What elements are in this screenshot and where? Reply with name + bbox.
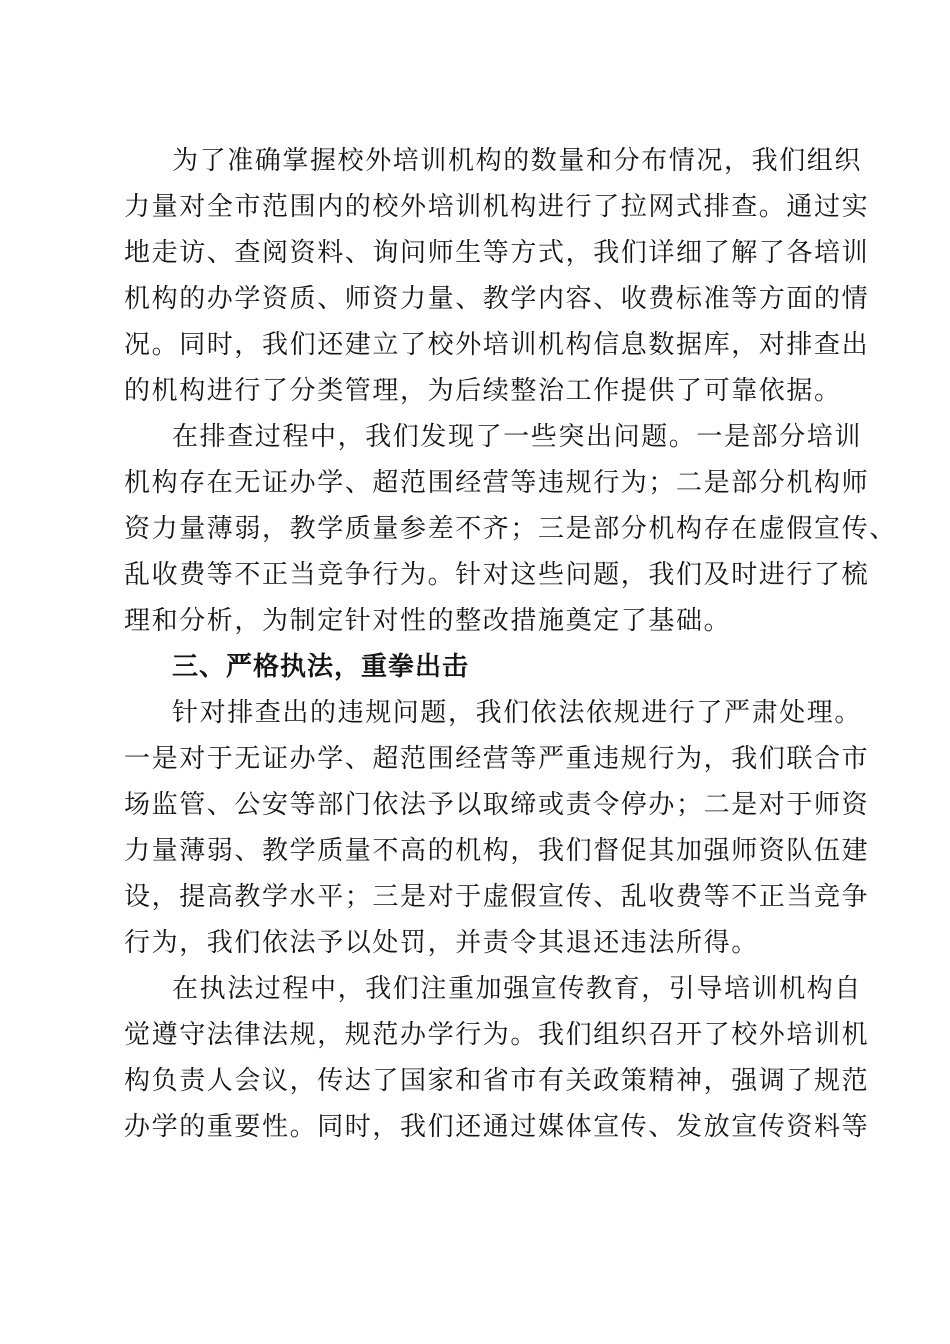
paragraph-2-line-2: 机构存在无证办学、超范围经营等违规行为；二是部分机构师 (124, 468, 870, 498)
paragraph-3-line-2: 一是对于无证办学、超范围经营等严重违规行为，我们联合市 (124, 744, 870, 774)
paragraph-4-line-4: 办学的重要性。同时，我们还通过媒体宣传、发放宣传资料等 (124, 1112, 870, 1142)
paragraph-3-line-3: 场监管、公安等部门依法予以取缔或责令停办；二是对于师资 (124, 790, 870, 820)
paragraph-2-line-4: 乱收费等不正当竞争行为。针对这些问题，我们及时进行了梳 (124, 560, 870, 590)
section-heading: 三、严格执法，重拳出击 (172, 652, 470, 682)
paragraph-4-line-1: 在执法过程中，我们注重加强宣传教育，引导培训机构自 (172, 974, 863, 1004)
paragraph-4-line-2: 觉遵守法律法规，规范办学行为。我们组织召开了校外培训机 (124, 1020, 870, 1050)
paragraph-1-line-5: 况。同时，我们还建立了校外培训机构信息数据库，对排查出 (124, 330, 870, 360)
paragraph-3-line-6: 行为，我们依法予以处罚，并责令其退还违法所得。 (124, 928, 759, 958)
paragraph-2-line-5: 理和分析，为制定针对性的整改措施奠定了基础。 (124, 606, 732, 636)
paragraph-1-line-3: 地走访、查阅资料、询问师生等方式，我们详细了解了各培训 (124, 238, 870, 268)
paragraph-1-line-2: 力量对全市范围内的校外培训机构进行了拉网式排查。通过实 (124, 192, 870, 222)
paragraph-3-line-4: 力量薄弱、教学质量不高的机构，我们督促其加强师资队伍建 (124, 836, 870, 866)
paragraph-1-line-6: 的机构进行了分类管理，为后续整治工作提供了可靠依据。 (124, 376, 842, 406)
paragraph-1-line-4: 机构的办学资质、师资力量、教学内容、收费标准等方面的情 (124, 284, 870, 314)
paragraph-4-line-3: 构负责人会议，传达了国家和省市有关政策精神，强调了规范 (124, 1066, 870, 1096)
paragraph-3-line-5: 设，提高教学水平；三是对于虚假宣传、乱收费等不正当竞争 (124, 882, 870, 912)
paragraph-2-line-1: 在排查过程中，我们发现了一些突出问题。一是部分培训 (172, 422, 863, 452)
paragraph-2-line-3: 资力量薄弱，教学质量参差不齐；三是部分机构存在虚假宣传、 (124, 514, 897, 544)
paragraph-1-line-1: 为了准确掌握校外培训机构的数量和分布情况，我们组织 (172, 146, 863, 176)
paragraph-3-line-1: 针对排查出的违规问题，我们依法依规进行了严肃处理。 (172, 698, 863, 728)
